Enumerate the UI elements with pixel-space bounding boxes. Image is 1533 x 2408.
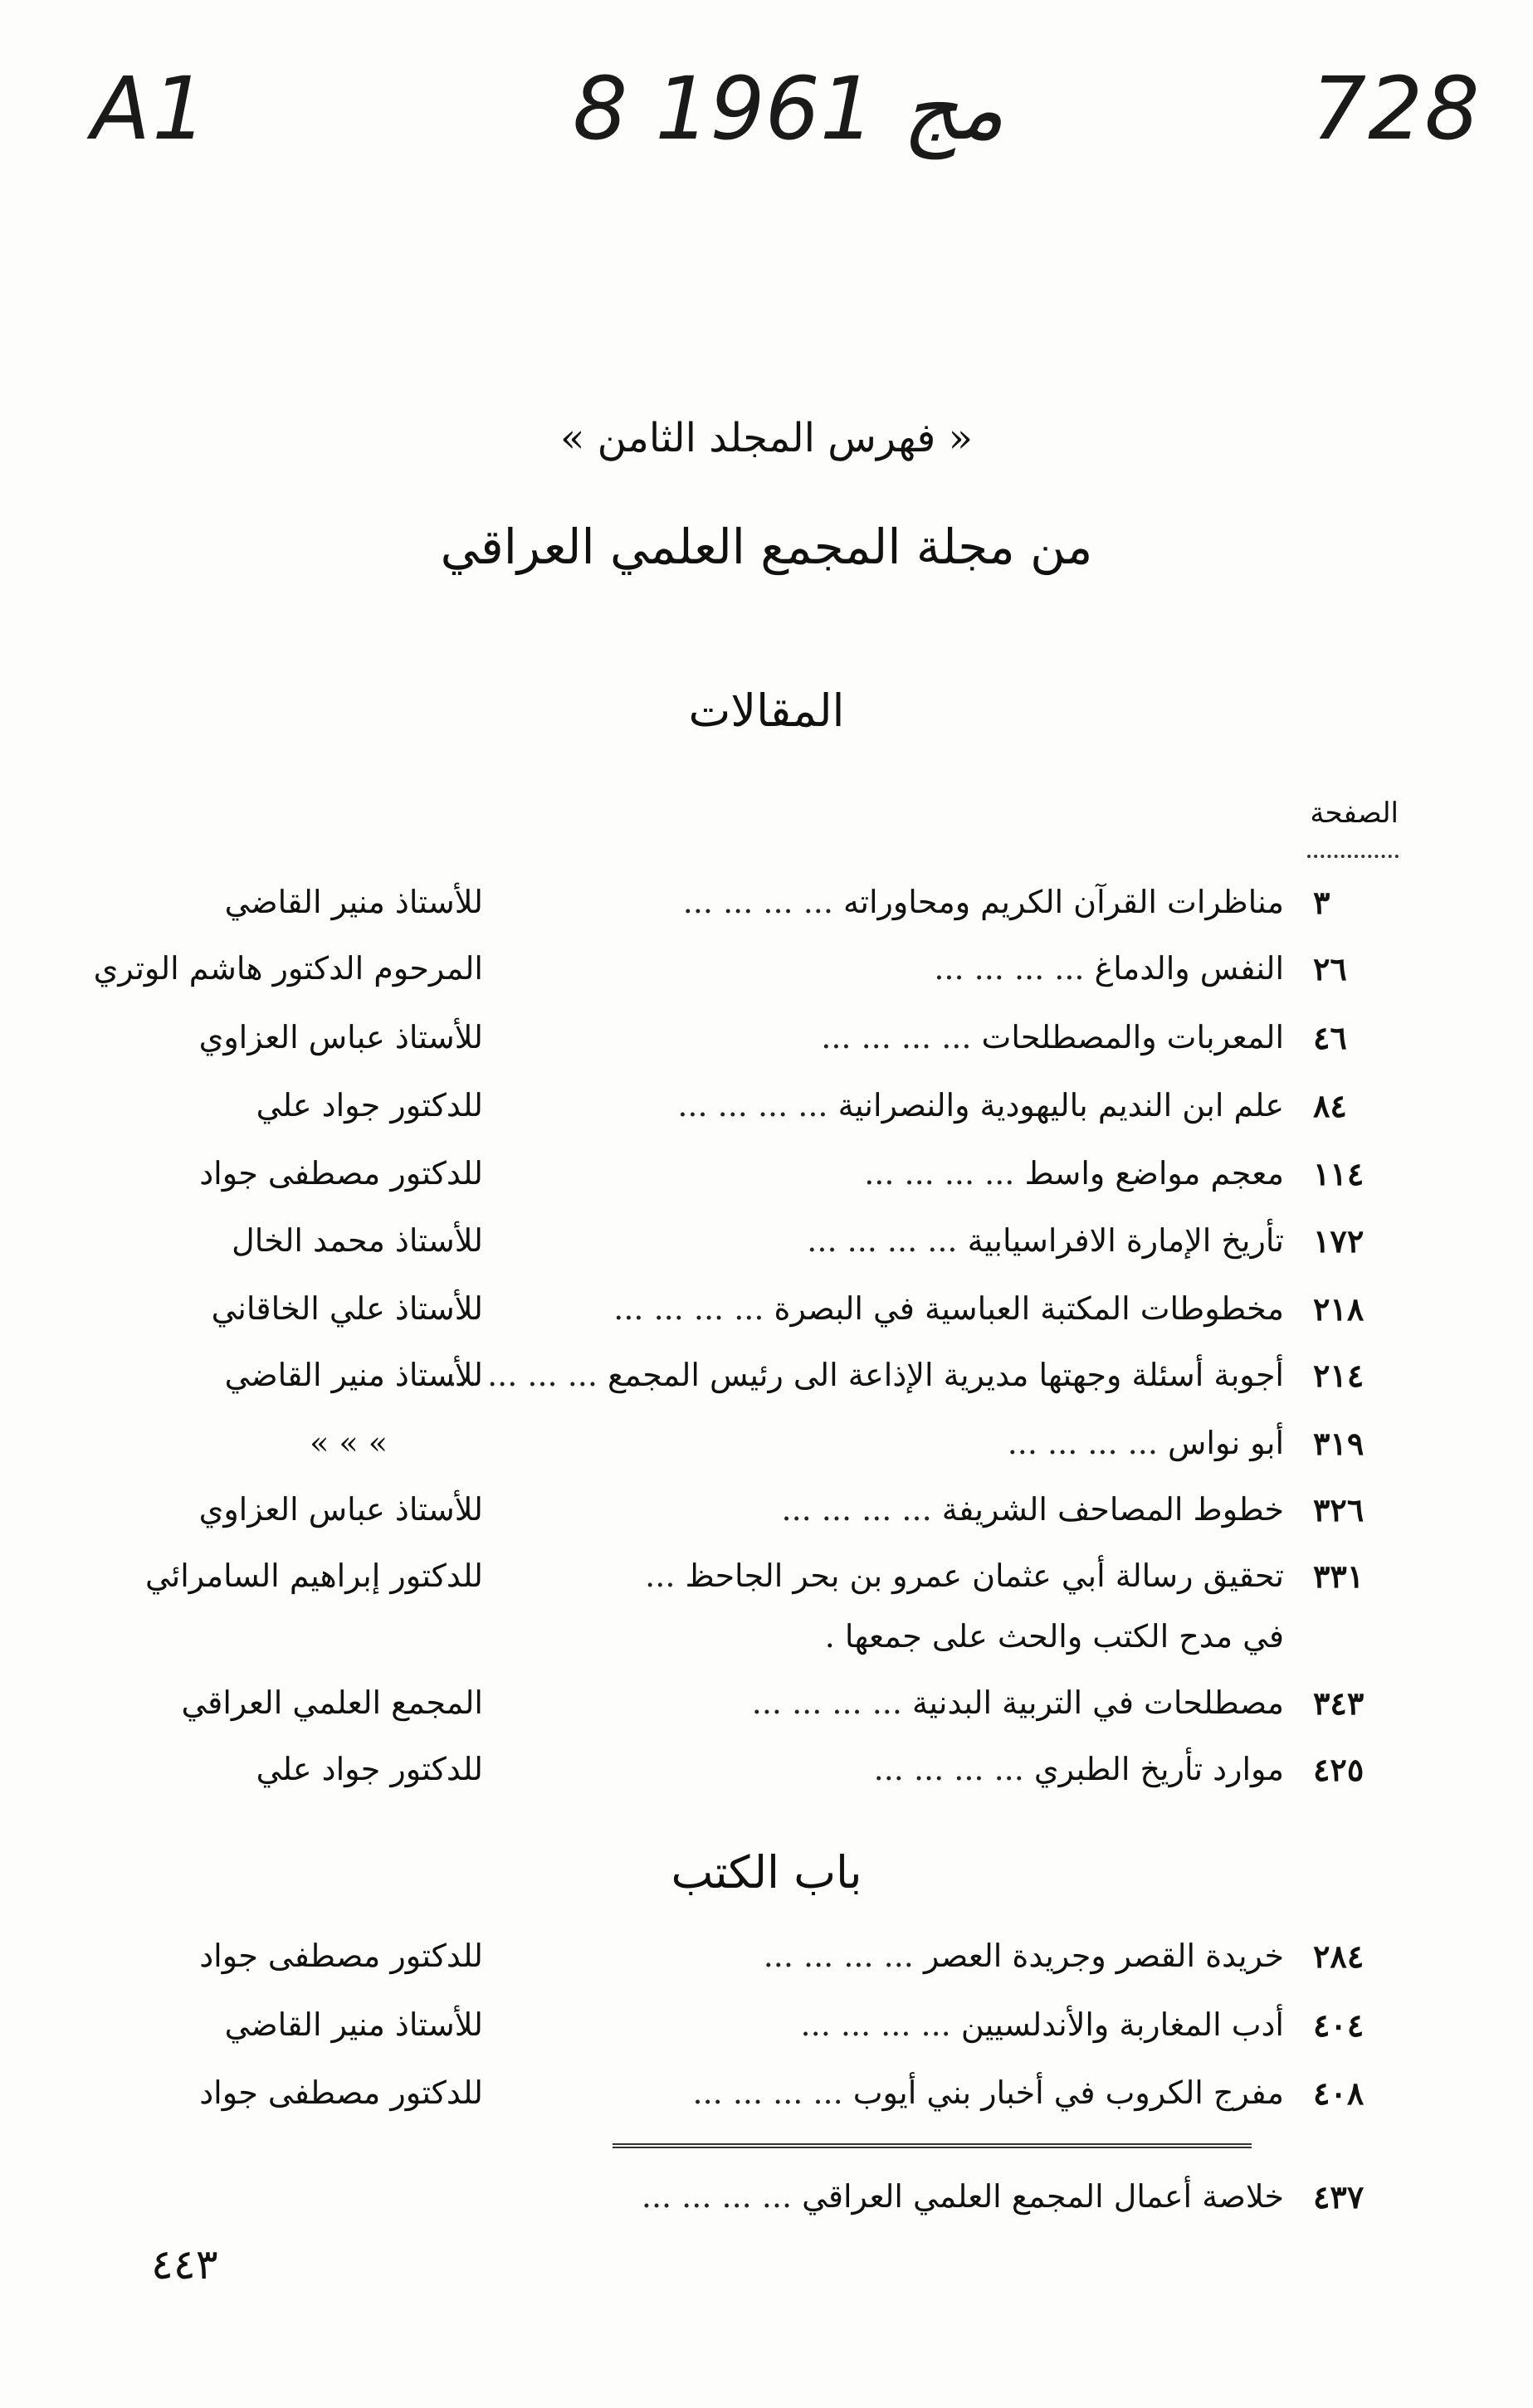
toc-author: للأستاذ محمد الخال [232, 1222, 483, 1259]
page-column-rule [1307, 855, 1399, 858]
toc-page-number: ٤٦ [1313, 1019, 1347, 1056]
toc-author: للأستاذ منير القاضي [224, 2006, 483, 2043]
toc-page-number: ٢٦ [1313, 950, 1347, 987]
toc-author: للأستاذ منير القاضي [224, 1357, 483, 1393]
section-separator [613, 2143, 1252, 2148]
toc-row[interactable] [0, 1684, 1533, 1734]
toc-title: أجوبة أسئلة وجهتها مديرية الإذاعة الى رئيس المجمع ... ... ... ... [447, 1357, 1284, 1393]
toc-row[interactable] [0, 2074, 1533, 2124]
toc-row[interactable] [0, 1087, 1533, 1137]
page-column-label: الصفحة [1310, 797, 1399, 830]
toc-title: معجم مواضع واسط ... ... ... ... [864, 1155, 1284, 1192]
toc-page-number: ٢٨٤ [1313, 1938, 1365, 1975]
toc-page-number: ٣٢٦ [1313, 1491, 1365, 1528]
toc-author: للدكتور مصطفى جواد [199, 1938, 483, 1974]
toc-author: للأستاذ علي الخاقاني [211, 1290, 483, 1327]
toc-row[interactable] [0, 1425, 1533, 1475]
toc-title: خلاصة أعمال المجمع العلمي العراقي ... ... ... ... [641, 2178, 1284, 2215]
toc-row[interactable] [0, 950, 1533, 1000]
toc-title: موارد تأريخ الطبري ... ... ... ... [873, 1751, 1284, 1787]
toc-page-number: ٢١٨ [1313, 1290, 1365, 1328]
toc-title: أدب المغاربة والأندلسيين ... ... ... ... [800, 2006, 1284, 2043]
toc-page-number: ١١٤ [1313, 1155, 1365, 1192]
toc-author: للأستاذ منير القاضي [224, 884, 483, 920]
toc-row[interactable] [0, 1357, 1533, 1406]
toc-row[interactable] [0, 1222, 1533, 1272]
toc-row[interactable] [0, 2006, 1533, 2056]
toc-row[interactable] [0, 1938, 1533, 1987]
toc-page-number: ١٧٢ [1313, 1222, 1365, 1260]
toc-author: للدكتور جواد علي [256, 1087, 483, 1124]
index-title: « فهرس المجلد الثامن » [559, 415, 973, 461]
toc-author: للأستاذ عباس العزاوي [198, 1019, 483, 1055]
toc-row[interactable] [0, 1557, 1533, 1607]
toc-title: مخطوطات المكتبة العباسية في البصرة ... ... ... ... [613, 1290, 1284, 1327]
toc-page-number: ٢١٤ [1313, 1357, 1365, 1394]
handwritten-volume-year: 8 مج 1961 [573, 58, 1004, 159]
toc-row[interactable] [0, 884, 1533, 933]
toc-title: تحقيق رسالة أبي عثمان عمرو بن بحر الجاحظ ... [645, 1557, 1284, 1594]
toc-page-number: ٣٤٣ [1313, 1684, 1365, 1722]
journal-subtitle: من مجلة المجمع العلمي العراقي [440, 519, 1093, 575]
toc-author-ditto: » » » [310, 1425, 388, 1461]
toc-page-number: ٣٣١ [1313, 1557, 1365, 1595]
toc-page-number: ٣ [1313, 884, 1330, 921]
toc-row[interactable] [0, 1751, 1533, 1801]
toc-title: مفرج الكروب في أخبار بني أيوب ... ... ... ... [692, 2074, 1284, 2111]
handwritten-mark-left: A1 [91, 58, 209, 159]
toc-author: للدكتور مصطفى جواد [199, 2074, 483, 2111]
toc-title: مناظرات القرآن الكريم ومحاوراته ... ... ... ... [682, 884, 1284, 920]
toc-title-continuation: في مدح الكتب والحث على جمعها . [824, 1618, 1284, 1655]
toc-author: المجمع العلمي العراقي [181, 1684, 483, 1721]
toc-author: للدكتور إبراهيم السامرائي [145, 1557, 483, 1594]
toc-title: المعربات والمصطلحات ... ... ... ... [821, 1019, 1284, 1055]
handwritten-mark-right: 728 [1311, 58, 1482, 159]
toc-title: النفس والدماغ ... ... ... ... [934, 950, 1284, 987]
toc-row[interactable] [0, 1019, 1533, 1069]
toc-title: خطوط المصاحف الشريفة ... ... ... ... [781, 1491, 1284, 1528]
toc-row[interactable] [0, 1290, 1533, 1340]
toc-title: مصطلحات في التربية البدنية ... ... ... ... [751, 1684, 1284, 1721]
toc-title: علم ابن النديم باليهودية والنصرانية ... ... ... ... [677, 1087, 1284, 1124]
toc-page-number: ٤٠٨ [1313, 2074, 1365, 2112]
toc-title: أبو نواس ... ... ... ... [1007, 1425, 1284, 1461]
toc-title: تأريخ الإمارة الافراسيابية ... ... ... ... [807, 1222, 1284, 1259]
toc-author: للدكتور جواد علي [256, 1751, 483, 1787]
toc-author: المرحوم الدكتور هاشم الوتري [93, 950, 483, 987]
books-section-title: باب الكتب [671, 1846, 862, 1899]
page-number: ٤٤٣ [151, 2240, 218, 2289]
toc-page-number: ٤٢٥ [1313, 1751, 1365, 1788]
toc-row[interactable] [0, 1155, 1533, 1205]
toc-row[interactable] [0, 1491, 1533, 1541]
articles-section-title: المقالات [688, 685, 845, 737]
toc-page-number: ٨٤ [1313, 1087, 1347, 1124]
toc-author: للدكتور مصطفى جواد [199, 1155, 483, 1192]
toc-page-number: ٣١٩ [1313, 1425, 1365, 1462]
toc-page-number: ٤٣٧ [1313, 2178, 1365, 2215]
toc-author: للأستاذ عباس العزاوي [198, 1491, 483, 1528]
toc-title: خريدة القصر وجريدة العصر ... ... ... ... [763, 1938, 1284, 1974]
toc-page-number: ٤٠٤ [1313, 2006, 1365, 2044]
summary-row[interactable] [0, 2178, 1533, 2228]
